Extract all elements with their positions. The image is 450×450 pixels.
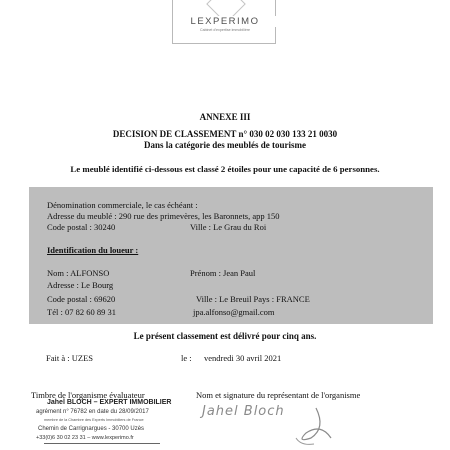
owner-name: Nom : ALFONSO xyxy=(47,268,110,278)
owner-section-title: Identification du loueur : xyxy=(47,245,139,255)
owner-phone: Tél : 07 82 60 89 31 xyxy=(47,307,116,317)
owner-city-country: Ville : Le Breuil Pays : FRANCE xyxy=(196,294,310,304)
classification-statement: Le meublé identifié ci-dessous est classé 2 étoiles pour une capacité de 6 personnes. xyxy=(70,164,380,174)
denomination-line: Dénomination commerciale, le cas échéant : xyxy=(47,200,198,210)
decision-title: DECISION DE CLASSEMENT n° 030 02 030 133 21 0030 xyxy=(112,129,338,139)
stamp-underline xyxy=(44,443,160,444)
owner-postal-code: Code postal : 69620 xyxy=(47,294,116,304)
stamp-label: Timbre de l'organisme évaluateur xyxy=(31,390,145,400)
property-postal-code: Code postal : 30240 xyxy=(47,222,116,232)
stamp-member: membre de la Chambre des Experts Immobiliers de France xyxy=(44,418,144,422)
owner-first-name: Prénom : Jean Paul xyxy=(190,268,256,278)
stamp-contact: +33(0)6 30 02 23 31 – www.lexperimo.fr xyxy=(36,435,134,441)
stamp-approval: agrément n° 76782 en date du 28/09/2017 xyxy=(36,409,149,415)
validity-statement: Le présent classement est délivré pour cinq ans. xyxy=(133,331,317,341)
signature-text: Jahel Bloch xyxy=(202,404,285,419)
annex-title: ANNEXE III xyxy=(199,112,251,122)
stamp-address: Chemin de Carrignargues - 30700 Uzès xyxy=(38,426,145,432)
made-at-date-label: le : xyxy=(181,353,192,363)
property-city: Ville : Le Grau du Roi xyxy=(190,222,267,232)
made-at-date: vendredi 30 avril 2021 xyxy=(204,353,282,363)
made-at-place: Fait à : UZES xyxy=(46,353,93,363)
logo-name: LEXPERIMO xyxy=(173,16,277,27)
owner-address: Adresse : Le Bourg xyxy=(47,280,114,290)
logo-tagline: Cabinet d'expertise immobilière xyxy=(199,28,251,32)
handwritten-signature xyxy=(196,398,336,448)
property-address: Adresse du meublé : 290 rue des primevères, les Baronnets, app 150 xyxy=(47,211,280,221)
company-logo xyxy=(172,0,276,44)
stamp-company: Jahel BLOCH – EXPERT IMMOBILIER xyxy=(47,399,172,406)
category-line: Dans la catégorie des meublés de tourisme xyxy=(144,140,306,150)
signature-label: Nom et signature du représentant de l'organisme xyxy=(196,390,361,400)
owner-email: jpa.alfonso@gmail.com xyxy=(193,307,275,317)
signature-flourish xyxy=(196,398,336,448)
